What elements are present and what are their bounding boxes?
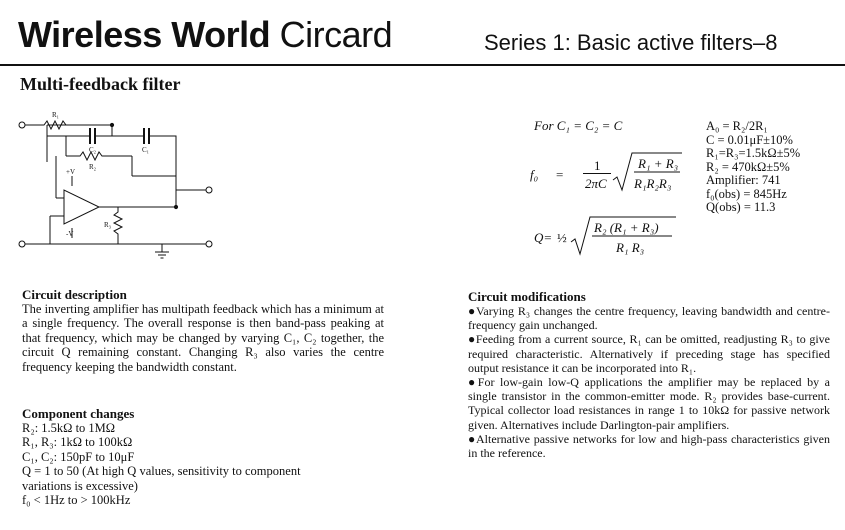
output-terminal <box>206 187 212 193</box>
component-change-item: R₂: 1.5kΩ to 1MΩ <box>22 421 116 435</box>
r3-resistor <box>114 207 122 244</box>
label-c1: C₁ <box>142 146 150 154</box>
param-r2: R₂ = 470kΩ±5% <box>706 159 790 174</box>
c1-capacitor <box>144 128 149 144</box>
circuit-description-body: The inverting amplifier has multipath feedback which has a minimum at a single frequency. The overall response is then band-pass peaking at that frequency, which may be changed by varying C₁, C₂ together, the circuit Q remaining constant. Changing R₃ also varies the centre frequency keeping the bandwidth constant. <box>22 302 384 374</box>
title-light: Circard <box>279 14 393 55</box>
param-gain: A₀ = R₂/2R₁ <box>706 119 768 133</box>
c2-capacitor <box>90 128 95 144</box>
label-c2: C₂ <box>89 146 97 154</box>
op-amp <box>64 190 99 224</box>
modification-item: ●Feeding from a current source, R₁ can be omitted, readjusting R₃ to give required characteristic. Alternatively if preceding stage has specified output resistance it can be incorporated into R₁. <box>468 332 830 375</box>
f0-numerator: 1 <box>594 158 601 173</box>
ground-terminal-left <box>19 241 25 247</box>
component-change-item: R₁, R₃: 1kΩ to 100kΩ <box>22 435 133 450</box>
param-r1-r3: R₁=R₃=1.5kΩ±5% <box>706 146 801 160</box>
circuit-description-heading: Circuit description <box>22 287 127 302</box>
input-terminal <box>19 122 25 128</box>
component-change-item: f₀ < 1Hz to > 100kHz <box>22 493 131 508</box>
circuit-description-text <box>22 302 384 374</box>
ground-symbol <box>155 244 169 258</box>
card-title: Multi-feedback filter <box>20 74 181 94</box>
circuit-schematic <box>14 104 224 264</box>
ground-terminal-right <box>206 241 212 247</box>
component-changes-list <box>22 421 301 507</box>
card-header-title <box>18 14 392 56</box>
label-vminus: -V <box>66 230 74 238</box>
f0-lhs: f₀ <box>530 167 539 182</box>
modification-item: ●Varying R₃ changes the centre frequency, leaving bandwidth and centre-frequency gain unchanged. <box>468 304 830 333</box>
r2-resistor <box>66 152 132 160</box>
circuit-modifications-list <box>468 304 830 460</box>
f0-rad-denominator: R₁R₂R₃ <box>634 176 672 191</box>
param-amplifier: Amplifier: 741 <box>706 173 781 187</box>
f0-fraction-bar <box>583 173 611 174</box>
q-lhs: Q= <box>534 230 553 245</box>
q-half: ½ <box>557 230 567 245</box>
label-r3: R₃ <box>104 221 112 229</box>
header-rule <box>0 64 845 66</box>
series-label: Series 1: Basic active filters–8 <box>484 30 778 55</box>
modification-item: ●For low-gain low-Q applications the amplifier may be replaced by a single transistor in the common-emitter mode. R₂ provides base-current. Typical collector load resistances in range 1 to 10kΩ for passive network given. Alternatives include Darlington-pair amplifiers. <box>468 375 830 432</box>
title-bold: Wireless World <box>18 14 271 55</box>
param-capacitance: C = 0.01μF±10% <box>706 132 793 147</box>
component-changes-heading: Component changes <box>22 406 135 421</box>
label-r2: R₂ <box>89 163 97 171</box>
parameter-list <box>706 120 800 215</box>
f0-denominator: 2πC <box>585 176 607 191</box>
modification-item: ●Alternative passive networks for low and high-pass characteristics given in the reference. <box>468 431 830 461</box>
circuit-modifications-heading: Circuit modifications <box>468 289 586 304</box>
param-f0-obs: f₀(obs) = 845Hz <box>706 186 787 201</box>
f0-rad-numerator: R₁ + R₃ <box>638 156 679 171</box>
label-vplus: +V <box>66 168 76 176</box>
formula-condition: For C₁ = C₂ = C <box>534 118 623 133</box>
f0-eq: = <box>556 167 564 182</box>
component-change-item: C₁, C₂: 150pF to 10μF <box>22 449 135 464</box>
param-q-obs: Q(obs) = 11.3 <box>706 200 776 214</box>
label-r1: R₁ <box>52 111 60 119</box>
q-rad-numerator: R₂ (R₁ + R₃) <box>594 220 659 235</box>
component-change-item: Q = 1 to 50 (At high Q values, sensitivity to component <box>22 464 301 479</box>
q-rad-denominator: R₁ R₃ <box>616 240 645 255</box>
component-change-item: variations is excessive) <box>22 478 138 493</box>
